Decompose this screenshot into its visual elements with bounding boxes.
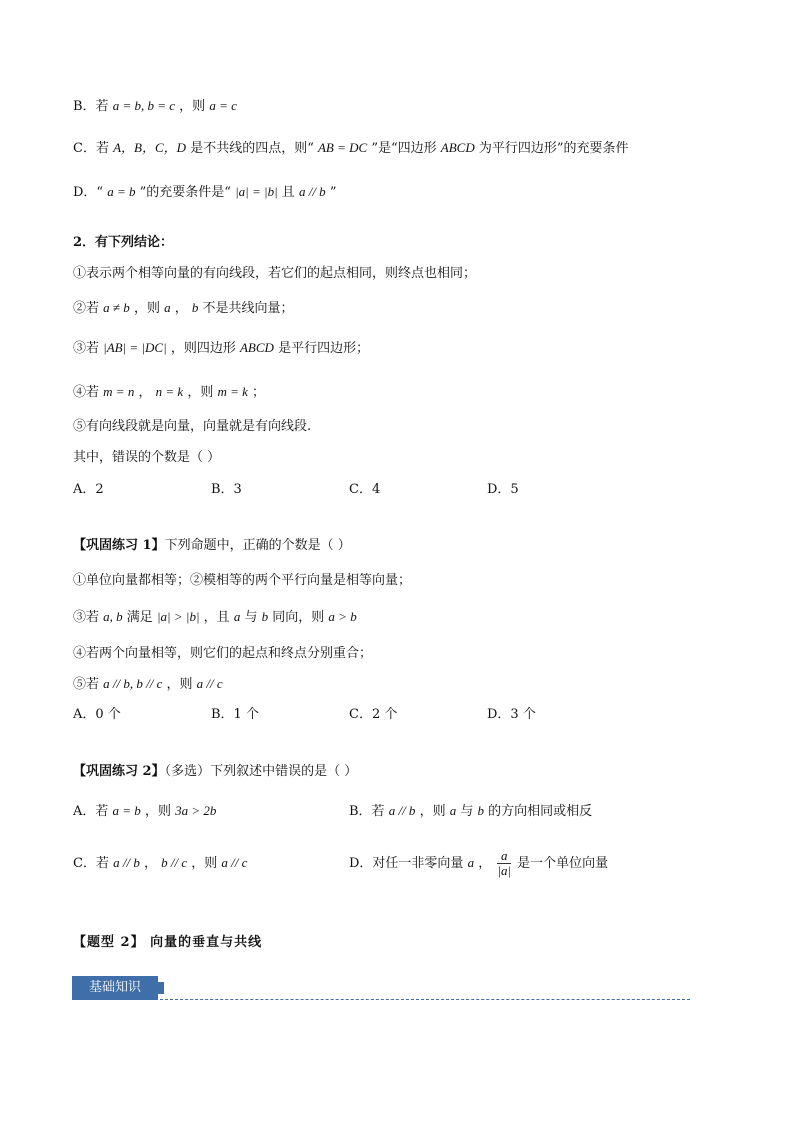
math-expression: a = b (112, 803, 141, 818)
math-expression: |a| > |b| (156, 609, 200, 624)
basic-knowledge-badge: 基础知识 (72, 976, 158, 1000)
q2-option-a: A．2 (73, 482, 104, 497)
math-expression: a ≠ b (103, 300, 130, 315)
math-expression: a (467, 855, 475, 870)
math-expression: a = c (209, 98, 237, 113)
q2-statement-2: ②若 a ≠ b ，则 a ， b 不是共线向量； (73, 300, 294, 316)
math-expression: a // b (298, 184, 326, 199)
math-expression: a // c (221, 855, 248, 870)
practice-1-heading: 【巩固练习 1】下列命题中，正确的个数是（ ） (73, 538, 351, 553)
practice-2-heading: 【巩固练习 2】（多选）下列叙述中错误的是（ ） (73, 764, 358, 779)
math-expression: a // b, b // c (103, 676, 163, 691)
practice-2-option-a: A．若 a = b ，则 3a > 2b (73, 803, 217, 819)
q2-question: 其中，错误的个数是（ ） (73, 450, 221, 465)
math-expression: a = b, b = c (112, 98, 176, 113)
q2-statement-1: ①表示两个相等向量的有向线段，若它们的起点相同，则终点也相同； (73, 266, 477, 281)
practice-1-option-b: B．1 个 (211, 707, 259, 722)
math-expression: b // c (161, 855, 188, 870)
math-expression: b (477, 803, 485, 818)
math-expression: b (261, 609, 269, 624)
math-expression: 3a > 2b (175, 803, 217, 818)
math-expression: b (191, 300, 199, 315)
q2-option-d: D．5 (487, 482, 519, 497)
math-expression: a // b (388, 803, 416, 818)
math-expression: a = b (107, 184, 136, 199)
q1-option-d: D．“ a = b ”的充要条件是“ |a| = |b| 且 a // b ” (73, 184, 337, 200)
dashed-divider (160, 999, 690, 1000)
practice-1-statement-3: ③若 a, b 满足 |a| > |b| ，且 a 与 b 同向，则 a > b (73, 609, 357, 625)
q2-option-c: C．4 (349, 482, 381, 497)
practice-2-option-c: C．若 a // b ， b // c ，则 a // c (73, 855, 248, 871)
q2-statement-5: ⑤有向线段就是向量，向量就是有向线段. (73, 419, 312, 434)
practice-1-option-d: D．3 个 (487, 707, 536, 722)
math-expression: a (233, 609, 241, 624)
practice-1-option-a: A．0 个 (73, 707, 121, 722)
math-expression: a (449, 803, 457, 818)
math-expression: a > b (328, 609, 357, 624)
practice-2-option-b: B．若 a // b ，则 a 与 b 的方向相同或相反 (349, 803, 593, 819)
q1-option-b: B．若 a = b, b = c ，则 a = c (73, 98, 237, 114)
practice-2-option-d: D．对任一非零向量 a ， $\frac{a}{|a|}$ 是一个单位向量 (349, 848, 609, 878)
math-expression: a, b (103, 609, 123, 624)
math-expression: a // b (113, 855, 140, 870)
math-expression: m = k (217, 384, 248, 399)
q1-option-c: C．若 A，B，C，D 是不共线的四点，则“ AB = DC ”是“四边形 ABCD 为平行四边形”的充要条件 (73, 140, 629, 156)
practice-1-statement-5: ⑤若 a // b, b // c ，则 a // c (73, 676, 223, 692)
practice-1-statement-4: ④若两个向量相等，则它们的起点和终点分别重合； (73, 646, 373, 661)
math-expression: a // c (196, 676, 223, 691)
q2-option-b: B．3 (211, 482, 242, 497)
q2-statement-3: ③若 |AB| = |DC| ，则四边形 ABCD 是平行四边形； (73, 340, 370, 356)
q2-statement-4: ④若 m = n ， n = k ，则 m = k ； (73, 384, 266, 400)
math-expression: |AB| = |DC| (103, 340, 167, 355)
math-expression: a (164, 300, 171, 315)
section-title: 【题型 2】 向量的垂直与共线 (73, 935, 263, 950)
practice-1-statement-1: ①单位向量都相等；②模相等的两个平行向量是相等向量； (73, 573, 412, 588)
q2-heading: 2．有下列结论： (73, 235, 174, 250)
practice-1-option-c: C．2 个 (349, 707, 398, 722)
math-expression: |a| = |b| (235, 184, 278, 199)
math-expression: AB = DC (317, 140, 368, 155)
math-expression: m = n (103, 384, 135, 399)
math-expression: n = k (155, 384, 184, 399)
fraction: $\frac{a}{|a|}$ (497, 848, 512, 878)
